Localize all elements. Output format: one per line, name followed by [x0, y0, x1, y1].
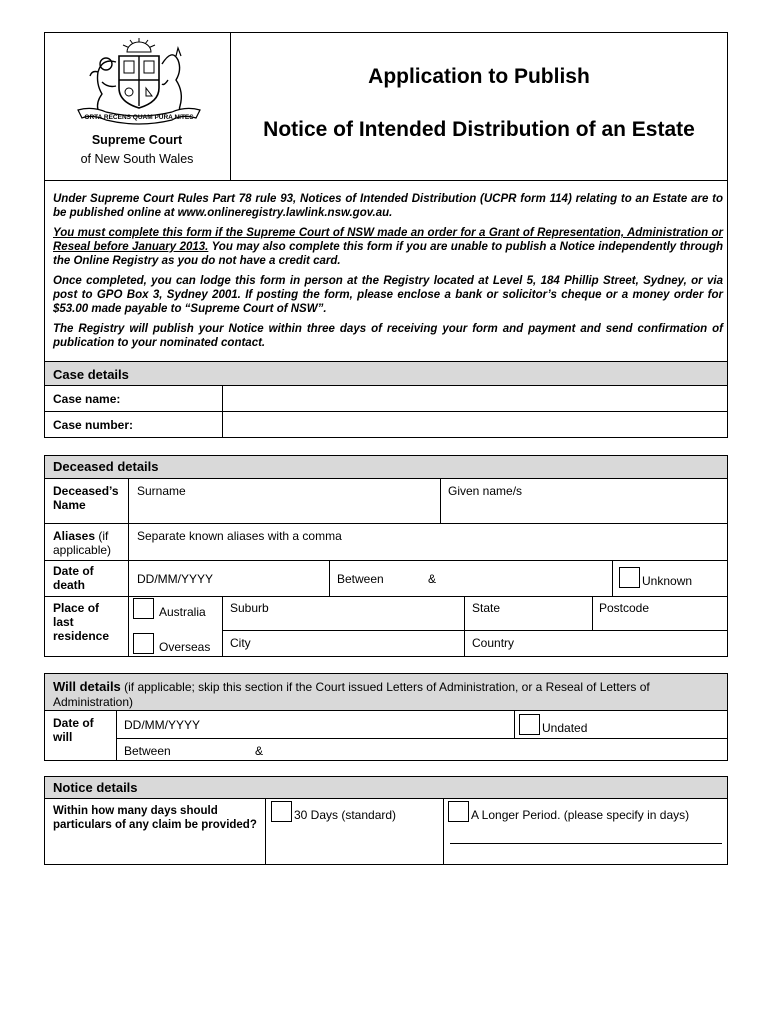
case-name-field[interactable]: [223, 387, 727, 411]
deceased-name-label: Deceased’s Name: [53, 484, 119, 512]
australia-checkbox[interactable]: [133, 598, 154, 619]
notice-question: Within how many days should particulars of any claim be provided?: [53, 805, 257, 831]
longer-period-days-field[interactable]: [450, 828, 722, 844]
notice-option-col: [443, 799, 444, 865]
will-details-note: (if applicable; skip this section if the Court issued Letters of Administration, or a Reseal of Letters of Administration): [53, 680, 650, 709]
intro-text: [53, 192, 723, 356]
city-field[interactable]: [223, 631, 464, 656]
state-label: State: [472, 601, 501, 615]
deceased-details-heading: Deceased details: [53, 459, 159, 474]
unknown-col: [612, 560, 613, 596]
will-between-label: Between: [124, 744, 171, 758]
will-details-heading: Will details: [53, 679, 121, 694]
notice-details-header: [44, 776, 728, 799]
date-of-death-label: Date of death: [53, 564, 94, 592]
state-field[interactable]: [465, 597, 592, 630]
intro-paragraph-2: [53, 226, 723, 268]
intro-paragraph-4: The Registry will publish your Notice within three days of receiving your form and payment and send confirmation of publication to your nominated contact.: [53, 323, 723, 349]
postcode-label: Postcode: [599, 601, 650, 615]
longer-period-label: A Longer Period. (please specify in days): [471, 808, 690, 822]
date-of-death-format: DD/MM/YYYY: [137, 572, 214, 586]
aliases-qualifier: (if applicable): [53, 529, 112, 557]
will-date-field[interactable]: [117, 712, 514, 738]
unknown-checkbox[interactable]: [619, 567, 640, 588]
death-ampersand: &: [428, 572, 437, 586]
case-number-label: Case number:: [53, 418, 134, 432]
suburb-label: Suburb: [230, 601, 269, 615]
undated-label: Undated: [542, 721, 588, 735]
intro-requirement: You must complete this form if the Supreme Court of NSW made an order for a Grant of Representation, Administration or Reseal before January 2013.: [53, 227, 723, 253]
case-details-header: [44, 362, 728, 386]
crest-motto: ORTA RECENS QUAM PURA NITES: [84, 114, 194, 121]
will-date-format: DD/MM/YYYY: [124, 718, 201, 732]
will-undated-col: [514, 711, 515, 738]
thirty-days-checkbox[interactable]: [271, 801, 292, 822]
thirty-days-label: 30 Days (standard): [294, 808, 397, 822]
suburb-field[interactable]: [223, 597, 464, 630]
case-name-label: Case name:: [53, 392, 121, 406]
country-field[interactable]: [465, 631, 727, 656]
will-ampersand: &: [255, 744, 264, 758]
aliases-label-block: [53, 529, 127, 557]
place-of-residence-label: Place of last residence: [53, 601, 110, 643]
surname-label: Surname: [137, 484, 186, 498]
notice-label-col: [265, 799, 266, 865]
city-label: City: [230, 636, 251, 650]
court-crest-icon: [72, 36, 206, 128]
country-label: Country: [472, 636, 515, 650]
longer-period-checkbox[interactable]: [448, 801, 469, 822]
undated-checkbox[interactable]: [519, 714, 540, 735]
death-between-label: Between: [337, 572, 384, 586]
form-title: Application to Publish: [368, 65, 590, 88]
case-details-heading: Case details: [53, 367, 129, 382]
overseas-label: Overseas: [159, 640, 211, 654]
will-between-field[interactable]: [117, 739, 727, 760]
unknown-label: Unknown: [642, 574, 693, 588]
given-names-field[interactable]: [441, 480, 727, 523]
aliases-hint: Separate known aliases with a comma: [137, 529, 342, 543]
notice-details-heading: Notice details: [53, 780, 138, 795]
intro-alternative: You may also complete this form if you are unable to publish a Notice independently through the Online Registry as you do not have a credit card.: [53, 241, 723, 267]
case-number-field[interactable]: [223, 412, 727, 437]
court-name: Supreme Court: [91, 133, 183, 147]
header-divider: [230, 32, 231, 181]
form-subtitle: Notice of Intended Distribution of an Estate: [263, 118, 695, 141]
aliases-label: Aliases: [53, 529, 96, 543]
death-between-field[interactable]: [330, 561, 612, 596]
will-details-heading-block: [53, 679, 721, 710]
postcode-field[interactable]: [593, 597, 727, 630]
court-location: of New South Wales: [80, 152, 194, 166]
intro-paragraph-3: Once completed, you can lodge this form in person at the Registry located at Level 5, 184 Phillip Street, Sydney, or via post to GPO Box 3, Sydney 2001. If posting the form, please enclose a bank or solicitor’s cheque or a money order for $53.00 made payable to “Supreme Court of NSW”.: [53, 275, 723, 315]
aliases-field[interactable]: [129, 524, 727, 560]
surname-field[interactable]: [129, 480, 440, 523]
given-names-label: Given name/s: [448, 484, 523, 498]
australia-label: Australia: [159, 605, 206, 619]
date-of-will-label: Date of will: [53, 716, 94, 744]
intro-paragraph-1: Under Supreme Court Rules Part 78 rule 93, Notices of Intended Distribution (UCPR form 114) relating to an Estate are to be published online at www.onlineregistry.lawlink.nsw.gov.au.: [53, 193, 723, 219]
overseas-checkbox[interactable]: [133, 633, 154, 654]
date-of-death-field[interactable]: [129, 561, 329, 596]
